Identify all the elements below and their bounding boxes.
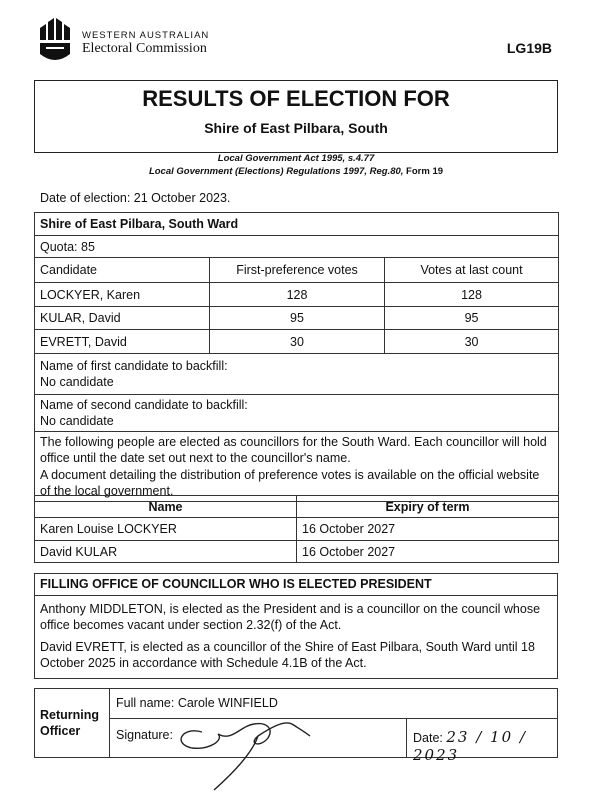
last-count-votes: 95 [385, 307, 559, 330]
backfill-second-row [35, 395, 559, 432]
president-heading: FILLING OFFICE OF COUNCILLOR WHO IS ELECTED PRESIDENT [35, 574, 557, 596]
backfill-first-value: No candidate [40, 375, 114, 389]
wa-electoral-logo [38, 18, 72, 64]
last-count-votes: 30 [385, 330, 559, 354]
last-count-votes: 128 [385, 283, 559, 307]
handwritten-signature [162, 714, 332, 794]
org-line2: Electoral Commission [82, 41, 207, 57]
first-preference-votes: 128 [210, 283, 385, 307]
column-header: Candidate [35, 258, 210, 283]
page-subtitle: Shire of East Pilbara, South [204, 120, 388, 136]
first-preference-votes: 95 [210, 307, 385, 330]
legislation-line1: Local Government Act 1995, s.4.77 [217, 153, 375, 164]
org-line1: WESTERN AUSTRALIAN [82, 30, 210, 41]
candidate-name: LOCKYER, Karen [35, 283, 210, 307]
officer-full-name: Full name: Carole WINFIELD [110, 689, 557, 719]
expiry-of-term: 16 October 2027 [297, 541, 559, 563]
elected-header-row [35, 496, 559, 518]
date-of-election: Date of election: 21 October 2023. [40, 191, 231, 205]
elected-statement: The following people are elected as councillors for the South Ward. Each councillor will hold office until the date set out next to the councillor's name. [40, 435, 547, 466]
evrett-paragraph: David EVRETT, is elected as a councillor of the Shire of East Pilbara, South Ward until 18 October 2025 in accordance with Schedule 4.1B of the Act. [40, 639, 535, 670]
legislation-reference [34, 153, 558, 179]
table-row [35, 541, 559, 563]
handwritten-date: 23 / 10 / 2023 [413, 728, 527, 764]
page-title: RESULTS OF ELECTION FOR [142, 86, 450, 111]
column-header: Votes at last count [385, 258, 559, 283]
legislation-line2 [34, 166, 558, 179]
results-table [34, 212, 559, 502]
column-header: First-preference votes [210, 258, 385, 283]
organisation-name [82, 30, 209, 58]
table-row [35, 518, 559, 541]
quota: Quota: 85 [35, 236, 559, 258]
backfill-second-label: Name of second candidate to backfill: [40, 397, 248, 412]
column-header: Expiry of term [297, 496, 559, 518]
table-row [35, 283, 559, 307]
returning-officer-label: Returning Officer [35, 689, 110, 757]
column-header: Name [35, 496, 297, 518]
elected-name: David KULAR [35, 541, 297, 563]
elected-name: Karen Louise LOCKYER [35, 518, 297, 541]
preference-distribution-note: A document detailing the distribution of preference votes is available on the official website of the local government. [40, 467, 540, 498]
legislation-form: Form 19 [403, 165, 444, 177]
legislation-regulation: Local Government (Elections) Regulations 1997, Reg.80, [148, 165, 404, 177]
first-preference-votes: 30 [210, 330, 385, 354]
backfill-second-value: No candidate [40, 414, 114, 428]
results-header-row [35, 258, 559, 283]
signature-label: Signature: [116, 728, 173, 742]
expiry-of-term: 16 October 2027 [297, 518, 559, 541]
candidate-name: EVRETT, David [35, 330, 210, 354]
president-paragraph: Anthony MIDDLETON, is elected as the President and is a councillor on the council whose office becomes vacant under section 2.32(f) of the Act. [40, 602, 541, 633]
title-box [34, 80, 558, 153]
date-field [406, 719, 557, 764]
elected-table [34, 495, 559, 563]
table-row [35, 330, 559, 354]
backfill-first-label: Name of first candidate to backfill: [40, 358, 228, 373]
ward-name: Shire of East Pilbara, South Ward [35, 213, 559, 236]
candidate-name: KULAR, David [35, 307, 210, 330]
table-row [35, 307, 559, 330]
president-section [34, 573, 558, 679]
elected-statement-row [35, 432, 559, 502]
form-code: LG19B [506, 40, 552, 56]
backfill-first-row [35, 354, 559, 395]
date-label: Date: [413, 731, 443, 745]
